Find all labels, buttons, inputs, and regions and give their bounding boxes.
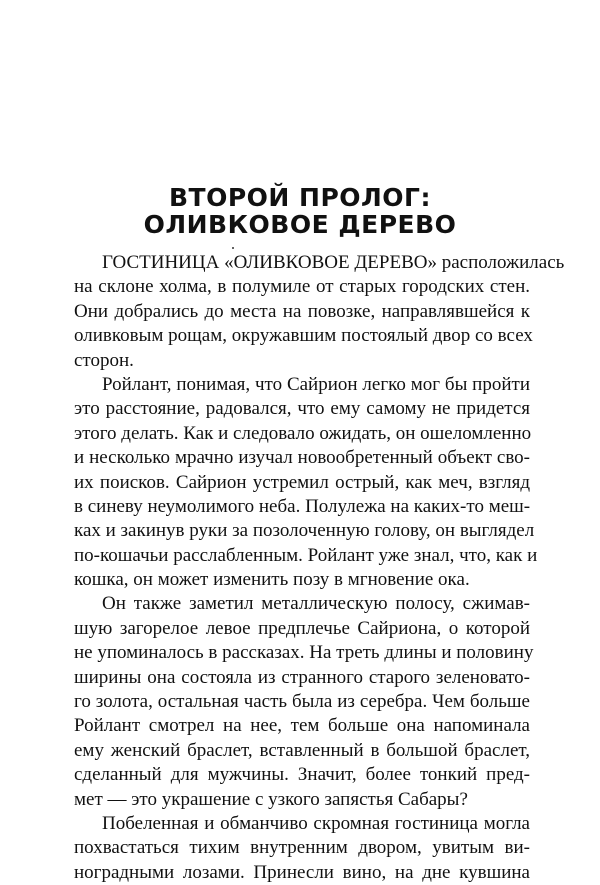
text-line: Ройлант, понимая, что Сайрион легко мог бы пройти [102, 373, 530, 395]
text-line: похвастаться тихим внутренним двором, увитым ви- [74, 837, 530, 859]
text-line: сторон. [74, 349, 134, 371]
text-line: Побеленная и обманчиво скромная гостиница могла [102, 812, 530, 834]
text-line: на склоне холма, в полумиле от старых городских стен. [74, 276, 530, 298]
text-line: по-кошачьи расслабленным. Ройлант уже знал, что, как и [74, 544, 538, 566]
text-line: Они добрались до места на повозке, направлявшейся к [74, 300, 530, 322]
text-line: Он также заметил металлическую полосу, сжимав- [102, 593, 530, 615]
text-line: ГОСТИНИЦА «ОЛИВКОВОЕ ДЕРЕВО» расположилась [102, 252, 565, 273]
ornament-dot [232, 247, 234, 249]
text-line: их поисков. Сайрион устремил острый, как меч, взгляд [74, 471, 530, 493]
text-line: этого делать. Как и следовало ожидать, он ошеломленно [74, 422, 532, 444]
text-line: не упоминалось в рассказах. На треть длины и половину [74, 642, 534, 664]
text-line: ширины она состояла из странного старого зеленовато- [74, 666, 530, 688]
text-line: сделанный для мужчины. Значит, более тонкий пред- [74, 764, 530, 786]
text-line: и несколько мрачно изучал новообретенный объект сво- [74, 447, 530, 469]
text-line: го золота, остальная часть была из серебра. Чем больше [74, 691, 530, 713]
text-line: ноградными лозами. Принесли вино, на дне кувшина [74, 861, 530, 883]
chapter-title-line-1: ВТОРОЙ ПРОЛОГ: [168, 183, 431, 212]
body-text [74, 251, 565, 885]
text-line: шую загорелое левое предплечье Сайриона, о которой [74, 617, 530, 639]
chapter-title-line-2: ОЛИВКОВОЕ ДЕРЕВО [143, 210, 457, 239]
text-line: оливковым рощам, окружавшим постоялый двор со всех [74, 325, 533, 347]
text-line: ему женский браслет, вставленный в большой браслет, [74, 739, 530, 761]
text-line: это расстояние, радовался, что ему самому не придется [74, 398, 530, 420]
text-line: в синеву неумолимого неба. Полулежа на каких-то меш- [74, 495, 531, 517]
text-line: Ройлант смотрел на нее, тем больше она напоминала [74, 715, 530, 737]
text-line: кошка, он может изменить позу в мгновение ока. [74, 569, 470, 591]
text-line: ках и закинув руки за позолоченную голову, он выглядел [74, 520, 535, 542]
text-line: мет — это украшение с узкого запястья Сабары? [74, 788, 468, 810]
